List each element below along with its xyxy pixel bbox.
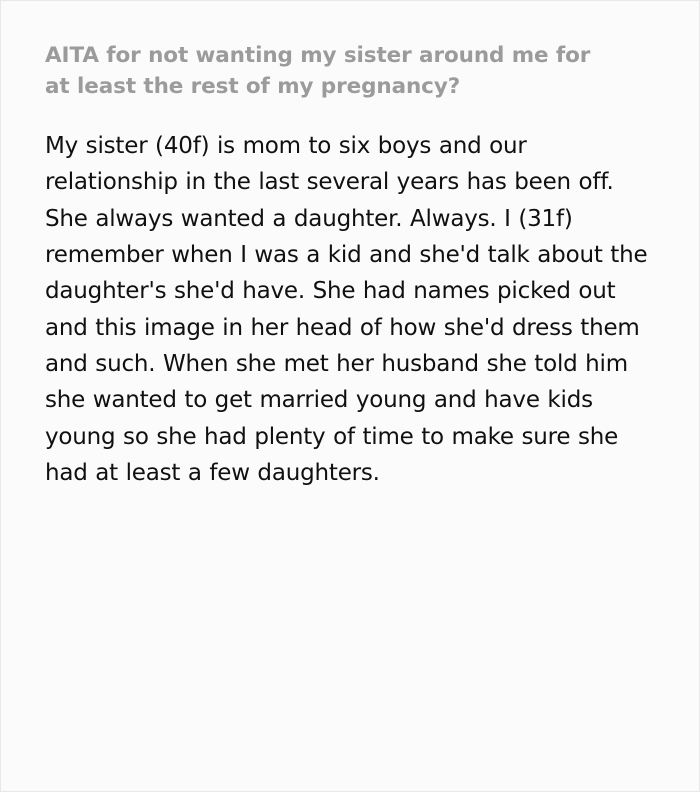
post-body-text: My sister (40f) is mom to six boys and our relationship in the last several years has been off. She always wanted a daughter. Always. I (31f) remember when I was a kid and she'd talk about the daughter's she'd have. She had names picked out and this image in her head of how she'd dress them and such. When she met her husband she told him she wanted to get married young and have kids young so she had plenty of time to make sure she had at least a few daughters. (45, 133, 648, 486)
post-title: AITA for not wanting my sister around me for at least the rest of my pregnancy? (45, 43, 591, 99)
